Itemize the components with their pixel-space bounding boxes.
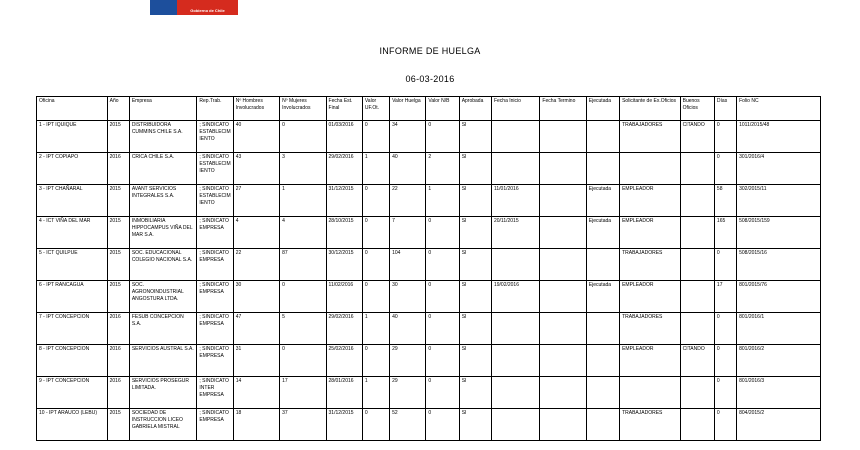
cell-hombres: 31 [233, 345, 279, 377]
cell-aprobada: SI [459, 377, 491, 409]
cell-folio: 801/2015/76 [737, 281, 821, 313]
cell-hombres: 4 [233, 217, 279, 249]
cell-empresa: SOC. EDUCACIONAL COLEGIO NACIONAL S.A. [129, 249, 197, 281]
cell-buenos-oficios [680, 153, 714, 185]
cell-buenos-oficios [680, 217, 714, 249]
cell-fecha-termino [540, 185, 586, 217]
cell-valor-uf: 0 [362, 281, 389, 313]
cell-oficina: 5 - ICT QUILPUE [37, 249, 108, 281]
report-title: INFORME DE HUELGA [379, 46, 481, 56]
cell-fecha-est-final: 28/01/2016 [326, 377, 362, 409]
cell-mujeres: 37 [280, 409, 326, 441]
cell-oficina: 4 - ICT VIÑA DEL MAR [37, 217, 108, 249]
cell-rep-trab: ; SINDICATO ESTABLECIM IENTO [197, 121, 233, 153]
report-date: 06-03-2016 [405, 74, 455, 84]
cell-fecha-est-final: 25/02/2016 [326, 345, 362, 377]
cell-folio: 801/2016/3 [737, 377, 821, 409]
cell-valor-huelga: 29 [390, 345, 426, 377]
cell-ejecutada [586, 313, 619, 345]
cell-ano: 2016 [107, 377, 129, 409]
cell-fecha-termino [540, 313, 586, 345]
cell-oficina: 6 - IPT RANCAGUA [37, 281, 108, 313]
cell-rep-trab: ; SINDICATO EMPRESA [197, 345, 233, 377]
cell-buenos-oficios [680, 377, 714, 409]
cell-oficina: 9 - IPT CONCEPCION [37, 377, 108, 409]
cell-ejecutada: Ejecutada [586, 281, 619, 313]
cell-fecha-termino [540, 409, 586, 441]
cell-ejecutada: Ejecutada [586, 185, 619, 217]
cell-folio: 804/2015/2 [737, 409, 821, 441]
cell-solicitante: EMPLEADOR [620, 281, 681, 313]
cell-oficina: 2 - IPT COPIAPO [37, 153, 108, 185]
cell-rep-trab: ; SINDICATO INTER EMPRESA [197, 377, 233, 409]
cell-fecha-inicio [491, 313, 539, 345]
cell-fecha-termino [540, 377, 586, 409]
cell-valor-huelga: 40 [390, 153, 426, 185]
cell-fecha-est-final: 11/02/2016 [326, 281, 362, 313]
cell-fecha-inicio [491, 153, 539, 185]
cell-empresa: SOC. AGRONOINDUSTRIAL ANGOSTURA LTDA. [129, 281, 197, 313]
logo-label: Gobierno de Chile [177, 0, 238, 15]
cell-ano: 2015 [107, 249, 129, 281]
cell-fecha-est-final: 28/10/2015 [326, 217, 362, 249]
government-logo [150, 0, 238, 15]
cell-valor-nb: 0 [426, 121, 459, 153]
cell-folio: 801/2016/2 [737, 345, 821, 377]
table-row [37, 217, 821, 249]
cell-aprobada: SI [459, 281, 491, 313]
cell-buenos-oficios [680, 249, 714, 281]
logo-flag-blue [150, 0, 177, 15]
cell-fecha-inicio [491, 345, 539, 377]
cell-ano: 2015 [107, 121, 129, 153]
cell-folio: 801/2016/1 [737, 313, 821, 345]
cell-empresa: AVANT SERVICIOS INTEGRALES S.A. [129, 185, 197, 217]
cell-fecha-est-final: 01/03/2016 [326, 121, 362, 153]
cell-valor-huelga: 34 [390, 121, 426, 153]
cell-fecha-inicio [491, 377, 539, 409]
cell-oficina: 3 - IPT CHAÑARAL [37, 185, 108, 217]
cell-folio: 508/2015/16 [737, 249, 821, 281]
cell-solicitante [620, 153, 681, 185]
cell-aprobada: SI [459, 153, 491, 185]
cell-ano: 2015 [107, 217, 129, 249]
column-header: Año [107, 97, 129, 121]
cell-fecha-est-final: 31/12/2015 [326, 185, 362, 217]
cell-hombres: 14 [233, 377, 279, 409]
table-body [37, 121, 821, 441]
cell-fecha-inicio [491, 121, 539, 153]
cell-solicitante: TRABAJADORES [620, 313, 681, 345]
column-header: Nº Mujeres Involucrados [280, 97, 326, 121]
table-row [37, 249, 821, 281]
cell-valor-nb: 2 [426, 153, 459, 185]
cell-hombres: 30 [233, 281, 279, 313]
cell-solicitante: TRABAJADORES [620, 409, 681, 441]
cell-empresa: SERVICIOS AUSTRAL S.A. [129, 345, 197, 377]
cell-oficina: 8 - IPT CONCEPCION [37, 345, 108, 377]
cell-ejecutada [586, 121, 619, 153]
cell-fecha-est-final: 30/12/2015 [326, 249, 362, 281]
cell-hombres: 18 [233, 409, 279, 441]
column-header: Valor N/B [426, 97, 459, 121]
cell-ano: 2016 [107, 345, 129, 377]
cell-buenos-oficios: CITANDO [680, 345, 714, 377]
cell-valor-nb: 0 [426, 409, 459, 441]
column-header: Empresa [129, 97, 197, 121]
cell-empresa: FESUB CONCEPCION S.A. [129, 313, 197, 345]
cell-mujeres: 0 [280, 345, 326, 377]
cell-fecha-termino [540, 249, 586, 281]
cell-aprobada: SI [459, 185, 491, 217]
cell-folio: 302/2015/11 [737, 185, 821, 217]
cell-fecha-inicio: 20/11/2015 [491, 217, 539, 249]
cell-valor-uf: 0 [362, 249, 389, 281]
cell-rep-trab: ; SINDICATO EMPRESA [197, 409, 233, 441]
cell-buenos-oficios [680, 313, 714, 345]
cell-valor-nb: 0 [426, 345, 459, 377]
cell-aprobada: SI [459, 249, 491, 281]
cell-mujeres: 17 [280, 377, 326, 409]
table-row [37, 313, 821, 345]
cell-rep-trab: ; SINDICATO EMPRESA [197, 249, 233, 281]
cell-ejecutada [586, 345, 619, 377]
cell-dias: 0 [714, 377, 736, 409]
column-header: Buenos Oficios [680, 97, 714, 121]
cell-valor-uf: 1 [362, 313, 389, 345]
cell-valor-nb: 0 [426, 249, 459, 281]
cell-mujeres: 5 [280, 313, 326, 345]
table-row [37, 281, 821, 313]
cell-dias: 0 [714, 249, 736, 281]
cell-rep-trab: ; SINDICATO EMPRESA [197, 313, 233, 345]
cell-buenos-oficios [680, 185, 714, 217]
cell-valor-huelga: 104 [390, 249, 426, 281]
table-row [37, 121, 821, 153]
cell-rep-trab: ; SINDICATO EMPRESA [197, 281, 233, 313]
column-header: Nº Hombres Involucrados [233, 97, 279, 121]
column-header: Fecha Inicio [491, 97, 539, 121]
cell-rep-trab: ; SINDICATO ESTABLECIM IENTO [197, 185, 233, 217]
cell-dias: 0 [714, 153, 736, 185]
cell-buenos-oficios: CITANDO [680, 121, 714, 153]
table-row [37, 185, 821, 217]
cell-valor-uf: 0 [362, 121, 389, 153]
cell-empresa: INMOBILIARIA HIPPOCAMPUS VIÑA DEL MAR S.A. [129, 217, 197, 249]
cell-fecha-termino [540, 345, 586, 377]
column-header: Valor Huelga [390, 97, 426, 121]
cell-rep-trab: ; SINDICATO ESTABLECIM IENTO [197, 153, 233, 185]
cell-empresa: DISTRIBUIDORA CUMMINS CHILE S.A. [129, 121, 197, 153]
cell-valor-uf: 0 [362, 217, 389, 249]
cell-dias: 0 [714, 409, 736, 441]
cell-fecha-inicio: 11/01/2016 [491, 185, 539, 217]
cell-rep-trab: ; SINDICATO EMPRESA [197, 217, 233, 249]
cell-solicitante: EMPLEADOR [620, 185, 681, 217]
cell-valor-nb: 0 [426, 377, 459, 409]
cell-ano: 2015 [107, 185, 129, 217]
cell-oficina: 1 - IPT IQUIQUE [37, 121, 108, 153]
cell-aprobada: SI [459, 409, 491, 441]
cell-valor-huelga: 22 [390, 185, 426, 217]
cell-fecha-termino [540, 281, 586, 313]
cell-hombres: 22 [233, 249, 279, 281]
cell-valor-uf: 0 [362, 409, 389, 441]
cell-aprobada: SI [459, 121, 491, 153]
cell-fecha-inicio: 19/02/2016 [491, 281, 539, 313]
cell-empresa: SERVICIOS PROSEGUR LIMITADA. [129, 377, 197, 409]
cell-dias: 0 [714, 313, 736, 345]
cell-mujeres: 0 [280, 281, 326, 313]
cell-valor-nb: 0 [426, 313, 459, 345]
cell-valor-huelga: 29 [390, 377, 426, 409]
cell-valor-nb: 0 [426, 281, 459, 313]
cell-valor-uf: 0 [362, 185, 389, 217]
cell-aprobada: SI [459, 217, 491, 249]
cell-valor-huelga: 30 [390, 281, 426, 313]
cell-valor-huelga: 40 [390, 313, 426, 345]
column-header: Rep.Trab. [197, 97, 233, 121]
cell-solicitante: TRABAJADORES [620, 121, 681, 153]
cell-ejecutada [586, 409, 619, 441]
cell-aprobada: SI [459, 313, 491, 345]
cell-ano: 2016 [107, 153, 129, 185]
cell-mujeres: 3 [280, 153, 326, 185]
cell-dias: 0 [714, 121, 736, 153]
table-row [37, 345, 821, 377]
cell-ejecutada [586, 377, 619, 409]
table-row [37, 153, 821, 185]
column-header: Fecha Termino [540, 97, 586, 121]
cell-solicitante: EMPLEADOR [620, 217, 681, 249]
cell-valor-huelga: 52 [390, 409, 426, 441]
cell-oficina: 7 - IPT CONCEPCION [37, 313, 108, 345]
cell-ejecutada [586, 249, 619, 281]
cell-fecha-termino [540, 153, 586, 185]
cell-ano: 2015 [107, 281, 129, 313]
cell-fecha-termino [540, 217, 586, 249]
cell-valor-uf: 1 [362, 377, 389, 409]
cell-fecha-est-final: 29/02/2016 [326, 313, 362, 345]
cell-ejecutada: Ejecutada [586, 217, 619, 249]
cell-solicitante: EMPLEADOR [620, 345, 681, 377]
cell-fecha-termino [540, 121, 586, 153]
cell-hombres: 47 [233, 313, 279, 345]
cell-fecha-est-final: 29/02/2016 [326, 153, 362, 185]
cell-fecha-inicio [491, 249, 539, 281]
cell-dias: 165 [714, 217, 736, 249]
column-header: Días [714, 97, 736, 121]
column-header: Aprobada [459, 97, 491, 121]
cell-buenos-oficios [680, 409, 714, 441]
cell-hombres: 40 [233, 121, 279, 153]
cell-empresa: CRICA CHILE S.A. [129, 153, 197, 185]
cell-valor-nb: 1 [426, 185, 459, 217]
cell-ano: 2016 [107, 313, 129, 345]
cell-solicitante: TRABAJADORES [620, 249, 681, 281]
cell-folio: 301/2016/4 [737, 153, 821, 185]
table-header-row [37, 97, 821, 121]
cell-oficina: 10 - IPT ARAUCO (LEBU) [37, 409, 108, 441]
cell-valor-nb: 0 [426, 217, 459, 249]
cell-valor-uf: 0 [362, 345, 389, 377]
column-header: Fecha Est. Final [326, 97, 362, 121]
cell-solicitante [620, 377, 681, 409]
cell-ejecutada [586, 153, 619, 185]
table-row [37, 409, 821, 441]
column-header: Valor UF.Ot. [362, 97, 389, 121]
column-header: Folio NC [737, 97, 821, 121]
cell-folio: 508/2015/159 [737, 217, 821, 249]
cell-mujeres: 1 [280, 185, 326, 217]
strike-report-table [36, 96, 821, 441]
cell-empresa: SOCIEDAD DE INSTRUCCION LICEO GABRIELA MISTRAL [129, 409, 197, 441]
cell-dias: 58 [714, 185, 736, 217]
cell-valor-uf: 1 [362, 153, 389, 185]
cell-dias: 0 [714, 345, 736, 377]
cell-folio: 1011/2015/48 [737, 121, 821, 153]
cell-hombres: 43 [233, 153, 279, 185]
column-header: Oficina [37, 97, 108, 121]
column-header: Solicitante de Ex.Oficios [620, 97, 681, 121]
cell-mujeres: 0 [280, 121, 326, 153]
cell-ano: 2015 [107, 409, 129, 441]
column-header: Ejecutada [586, 97, 619, 121]
table-row [37, 377, 821, 409]
cell-mujeres: 4 [280, 217, 326, 249]
cell-mujeres: 87 [280, 249, 326, 281]
cell-buenos-oficios [680, 281, 714, 313]
cell-fecha-est-final: 31/12/2015 [326, 409, 362, 441]
cell-dias: 17 [714, 281, 736, 313]
cell-fecha-inicio [491, 409, 539, 441]
cell-valor-huelga: 7 [390, 217, 426, 249]
cell-aprobada: SI [459, 345, 491, 377]
cell-hombres: 27 [233, 185, 279, 217]
